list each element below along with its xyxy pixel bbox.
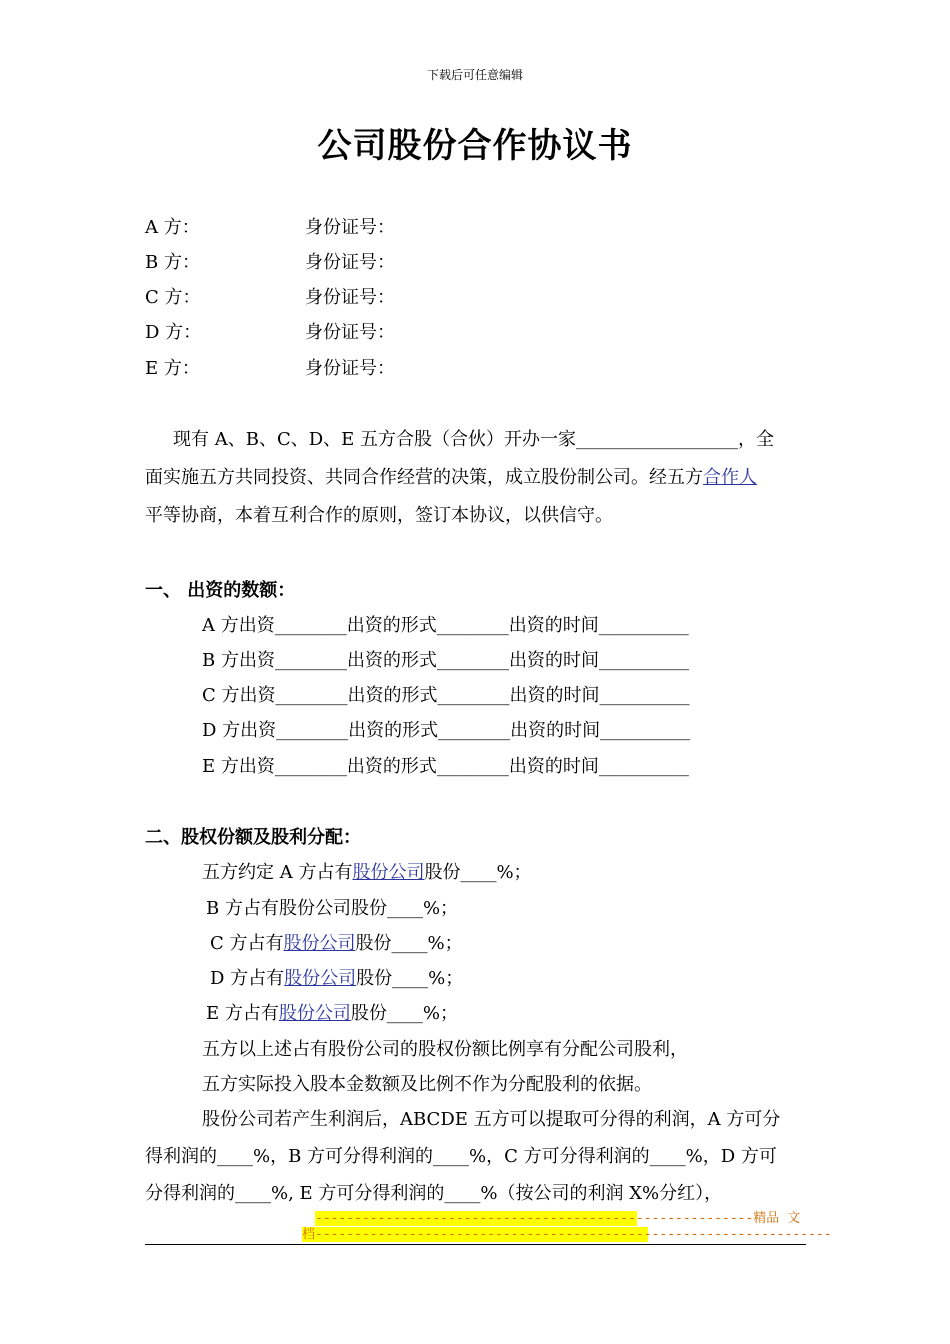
- intro-line-1: 现有 A、B、C、D、E 五方合股（合伙）开办一家__________________，全: [173, 429, 775, 450]
- party-e-label: E 方：: [145, 358, 200, 379]
- profit-paragraph-line-2: 得利润的____%，B 方可分得利润的____%，C 方可分得利润的____%，D 方可: [145, 1146, 777, 1167]
- intro-line-2-text: 面实施五方共同投资、共同合作经营的决策，成立股份制公司。经五方: [145, 467, 703, 488]
- dividend-paragraph-2: 五方实际投入股本金数额及比例不作为分配股利的依据。: [202, 1074, 652, 1095]
- partner-link[interactable]: 合作人: [703, 467, 757, 488]
- profit-paragraph-line-1: 股份公司若产生利润后，ABCDE 五方可以提取可分得的利润，A 方可分: [202, 1109, 781, 1130]
- share-line-d: [210, 969, 463, 989]
- share-line-e-text: E 方占有: [206, 1003, 279, 1024]
- section-1-heading: 一、 出资的数额：: [145, 580, 296, 601]
- share-line-c: [210, 934, 463, 954]
- share-company-link-c[interactable]: 股份公司: [283, 933, 356, 954]
- party-e-id-label: 身份证号：: [305, 358, 395, 379]
- contribution-row-d: D 方出资________出资的形式________出资的时间__________: [202, 720, 691, 741]
- section-2-heading: 二、股权份额及股利分配：: [145, 827, 361, 848]
- share-line-c-tail: 股份____%；: [355, 933, 463, 954]
- document-title: 公司股份合作协议书: [317, 126, 633, 166]
- share-line-e: [206, 1004, 458, 1024]
- party-b-id-label: 身份证号：: [305, 252, 395, 273]
- dividend-paragraph-1: 五方以上述占有股份公司的股权份额比例享有分配公司股利，: [202, 1039, 688, 1060]
- contribution-row-b: B 方出资________出资的形式________出资的时间__________: [202, 650, 689, 671]
- contribution-row-c: C 方出资________出资的形式________出资的时间__________: [202, 685, 690, 706]
- contribution-row-a: A 方出资________出资的形式________出资的时间__________: [202, 615, 689, 636]
- footer-banner-line-1: --------------------------------------------------------精品 文: [315, 1211, 801, 1226]
- share-line-d-text: D 方占有: [210, 968, 285, 989]
- party-a-id-label: 身份证号：: [305, 217, 395, 238]
- party-d-id-label: 身份证号：: [305, 322, 395, 343]
- party-c-label: C 方：: [145, 287, 201, 308]
- party-a-label: A 方：: [145, 217, 200, 238]
- share-line-e-tail: 股份____%；: [350, 1003, 458, 1024]
- party-b-label: B 方：: [145, 252, 200, 273]
- header-note: 下载后可任意编辑: [426, 68, 523, 82]
- share-line-a-tail: 股份____%；: [424, 862, 532, 883]
- share-company-link-d[interactable]: 股份公司: [284, 968, 357, 989]
- intro-line-3: 平等协商，本着互利合作的原则，签订本协议，以供信守。: [145, 505, 613, 526]
- share-line-d-tail: 股份____%；: [356, 968, 464, 989]
- party-d-label: D 方：: [145, 322, 202, 343]
- footer-divider: [145, 1244, 806, 1245]
- footer-banner-line-2: 档------------------------------------------------------------------: [302, 1227, 832, 1242]
- share-line-a-text: 五方约定 A 方占有: [202, 862, 353, 883]
- share-line-b: B 方占有股份公司股份____%；: [206, 898, 459, 919]
- share-line-a: [202, 863, 532, 883]
- share-line-c-text: C 方占有: [210, 933, 284, 954]
- contribution-row-e: E 方出资________出资的形式________出资的时间__________: [202, 756, 689, 777]
- party-c-id-label: 身份证号：: [305, 287, 395, 308]
- profit-paragraph-line-3: 分得利润的____%, E 方可分得利润的____%（按公司的利润 X%分红），: [145, 1183, 723, 1204]
- share-company-link-a[interactable]: 股份公司: [352, 862, 425, 883]
- intro-line-2: [145, 468, 757, 488]
- share-company-link-e[interactable]: 股份公司: [278, 1003, 351, 1024]
